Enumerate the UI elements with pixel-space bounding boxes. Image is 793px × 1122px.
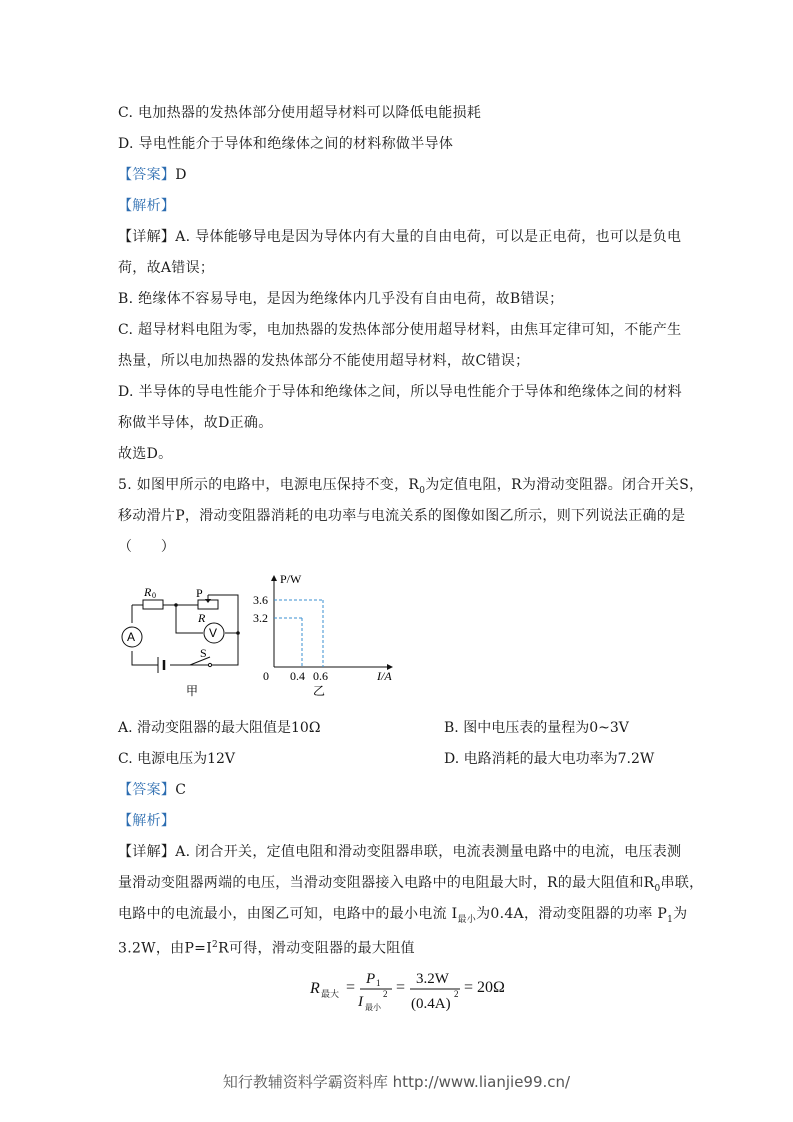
detail-text: A. 导体能够导电是因为导体内有大量的自由电荷，可以是正电荷，也可以是负电 bbox=[175, 229, 682, 245]
detail-2-3a: 电路中的电流最小，由图乙可知，电路中的最小电流 I bbox=[118, 906, 458, 922]
detail-1-c: C. 超导材料电阻为零，电加热器的发热体部分使用超导材料，由焦耳定律可知，不能产生 bbox=[118, 322, 682, 338]
x-tick-04: 0.4 bbox=[290, 669, 305, 683]
detail-2-3sub: 最小 bbox=[457, 914, 477, 925]
detail-2-3c: 为 bbox=[673, 906, 688, 922]
formula-lhs-sub: 最大 bbox=[321, 990, 340, 1000]
option-d: D. 电路消耗的最大电功率为7.2W bbox=[444, 751, 655, 767]
formula-den-sup: 2 bbox=[383, 989, 388, 999]
detail-1-c2: 热量，所以电加热器的发热体部分不能使用超导材料，故C错误； bbox=[118, 353, 530, 369]
answer-tag: 【答案】 bbox=[118, 167, 176, 183]
formula-num2: 3.2W bbox=[416, 971, 449, 987]
detail-2-2b: 串联， bbox=[660, 875, 704, 891]
equals-1: = bbox=[346, 979, 356, 996]
detail-1-a2: 荷，故A错误； bbox=[118, 260, 215, 276]
detail-2-2a: 量滑动变阻器两端的电压，当滑动变阻器接入电路中的电阻最大时，R的最大阻值和R bbox=[118, 875, 655, 891]
detail-1-d: D. 半导体的导电性能介于导体和绝缘体之间，所以导电性能介于导体和绝缘体之间的材料 bbox=[118, 384, 682, 400]
detail-tag: 【详解】 bbox=[118, 844, 176, 860]
circuit-diagram bbox=[118, 580, 248, 700]
r0-label: R bbox=[144, 585, 152, 599]
detail-1-d2: 称做半导体，故D正确。 bbox=[118, 415, 273, 431]
y-axis-label: P/W bbox=[280, 572, 302, 586]
graph-caption: 乙 bbox=[313, 684, 326, 698]
x-axis-label: I/A bbox=[377, 669, 392, 683]
choose-1: 故选D。 bbox=[118, 446, 173, 462]
r0-sub: 0 bbox=[152, 591, 156, 600]
footer-watermark: 知行教辅资料学霸资料库 http://www.lianjie99.cn/ bbox=[222, 1073, 571, 1091]
x-tick-06: 0.6 bbox=[313, 669, 328, 683]
line-c-opt-prev: C. 电加热器的发热体部分使用超导材料可以降低电能损耗 bbox=[118, 105, 482, 121]
detail-text: A. 闭合开关，定值电阻和滑动变阻器串联，电流表测量电路中的电流，电压表测 bbox=[175, 844, 682, 860]
p-label: P bbox=[196, 586, 203, 600]
answer-value: D bbox=[175, 167, 187, 183]
question-5-line-2: 移动滑片P，滑动变阻器消耗的电功率与电流关系的图像如图乙所示，则下列说法正确的是 bbox=[118, 508, 686, 524]
detail-2-4 bbox=[118, 936, 415, 958]
switch-label: S bbox=[200, 646, 207, 660]
detail-2-2sub: 0 bbox=[654, 883, 661, 894]
formula-den: I bbox=[358, 994, 363, 1010]
y-tick-32: 3.2 bbox=[253, 611, 268, 625]
answer-value: C bbox=[175, 782, 187, 798]
voltmeter-label: V bbox=[209, 626, 218, 640]
detail-1-b: B. 绝缘体不容易导电，是因为绝缘体内几乎没有自由电荷，故B错误； bbox=[118, 291, 564, 307]
q5-text-a: 5. 如图甲所示的电路中，电源电压保持不变，R bbox=[118, 477, 420, 493]
circuit-caption: 甲 bbox=[186, 684, 199, 698]
detail-2-4a: 3.2W，由P=I bbox=[118, 940, 213, 957]
ammeter-label: A bbox=[127, 630, 136, 644]
guide-lines bbox=[274, 600, 323, 667]
option-b: B. 图中电压表的量程为0~3V bbox=[444, 720, 629, 736]
detail-2-2 bbox=[118, 874, 703, 898]
equals-2: = bbox=[396, 979, 406, 996]
q5-text-b: 为定值电阻，R为滑动变阻器。闭合开关S， bbox=[425, 477, 704, 493]
answer-tag: 【答案】 bbox=[118, 782, 176, 798]
detail-2-4sup: 2 bbox=[212, 940, 219, 950]
formula-lhs: R bbox=[310, 980, 320, 997]
formula-den-sub: 最小 bbox=[365, 1003, 381, 1012]
detail-tag: 【详解】 bbox=[118, 229, 176, 245]
formula-num: P bbox=[366, 971, 376, 987]
detail-2-4b: R可得，滑动变阻器的最大阻值 bbox=[218, 940, 415, 957]
resistor-r0 bbox=[143, 600, 163, 609]
detail-2-1 bbox=[118, 843, 681, 861]
formula-result: = 20Ω bbox=[464, 979, 505, 996]
formula bbox=[308, 960, 528, 1020]
formula-num-sub: 1 bbox=[376, 978, 381, 988]
detail-2-3sub2: 1 bbox=[667, 914, 674, 925]
analysis-1: 【解析】 bbox=[118, 198, 176, 214]
detail-2-3 bbox=[118, 905, 687, 929]
detail-1-a bbox=[118, 228, 681, 246]
detail-2-3b: 为0.4A，滑动变阻器的功率 P bbox=[476, 906, 668, 922]
question-5-line-3: （ ） bbox=[118, 539, 176, 555]
power-current-graph bbox=[250, 570, 410, 700]
formula-den2-sup: 2 bbox=[454, 989, 459, 999]
y-tick-36: 3.6 bbox=[253, 593, 268, 607]
origin-label: 0 bbox=[263, 669, 269, 683]
answer-2 bbox=[118, 781, 186, 799]
q5-sub: 0 bbox=[419, 485, 426, 496]
formula-den2: (0.4A) bbox=[411, 996, 451, 1012]
option-c: C. 电源电压为12V bbox=[118, 751, 236, 767]
r-label: R bbox=[198, 611, 206, 625]
option-a: A. 滑动变阻器的最大阻值是10Ω bbox=[118, 720, 321, 736]
line-d-opt-prev: D. 导电性能介于导体和绝缘体之间的材料称做半导体 bbox=[118, 136, 454, 152]
answer-1 bbox=[118, 166, 187, 184]
analysis-2: 【解析】 bbox=[118, 813, 176, 829]
question-5-line-1 bbox=[118, 476, 703, 500]
